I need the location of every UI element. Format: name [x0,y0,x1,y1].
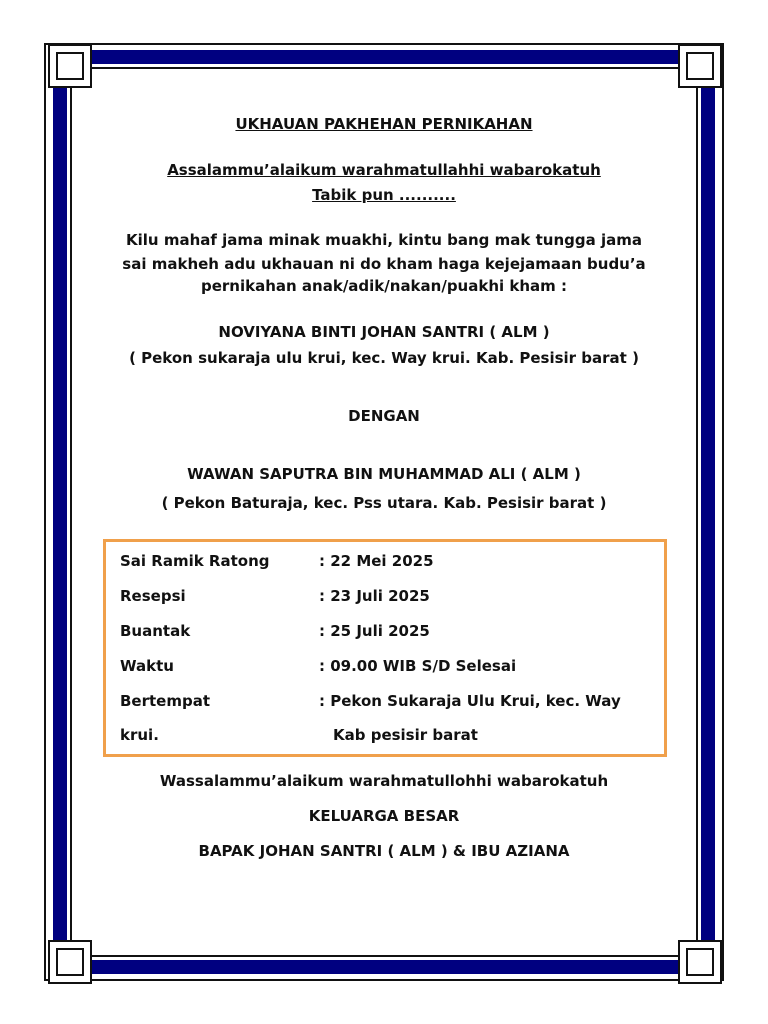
event-details-box [103,539,667,757]
detail-row [120,655,660,677]
conjunction: DENGAN [348,407,420,425]
detail-value: : 22 Mei 2025 [319,552,434,570]
detail-value: Kab pesisir barat [333,726,478,744]
intro-line: sai makheh adu ukhauan ni do kham haga kejejamaan budu’a [122,255,646,273]
parents-names: BAPAK JOHAN SANTRI ( ALM ) & IBU AZIANA [198,842,570,860]
intro-line: Kilu mahaf jama minak muakhi, kintu bang mak tungga jama [126,231,642,249]
family-label: KELUARGA BESAR [308,807,460,825]
detail-label: Waktu [120,657,174,675]
detail-value: : 09.00 WIB S/D Selesai [319,657,517,675]
detail-row [120,620,660,642]
bride-name: NOVIYANA BINTI JOHAN SANTRI ( ALM ) [218,323,550,341]
groom-address: ( Pekon Baturaja, kec. Pss utara. Kab. Pesisir barat ) [161,494,607,512]
detail-value: : Pekon Sukaraja Ulu Krui, kec. Way [319,692,621,710]
intro-line: pernikahan anak/adik/nakan/puakhi kham : [201,277,567,295]
detail-label: Sai Ramik Ratong [120,552,270,570]
detail-value: : 23 Juli 2025 [319,587,430,605]
corner-ornament-bottom-left [48,940,92,984]
detail-row [120,550,660,572]
greeting-tabik: Tabik pun .......... [312,186,456,204]
detail-value: : 25 Juli 2025 [319,622,430,640]
detail-row [120,724,660,746]
corner-ornament-top-right [678,44,722,88]
groom-name: WAWAN SAPUTRA BIN MUHAMMAD ALI ( ALM ) [187,465,581,483]
invitation-title: UKHAUAN PAKHEHAN PERNIKAHAN [235,115,533,133]
greeting: Assalammu’alaikum warahmatullahhi wabarokatuh [167,161,601,179]
bride-address: ( Pekon sukaraja ulu krui, kec. Way krui. Kab. Pesisir barat ) [129,349,639,367]
detail-label: Bertempat [120,692,211,710]
corner-ornament-top-left [48,44,92,88]
detail-label: Buantak [120,622,191,640]
detail-label: Resepsi [120,587,186,605]
corner-ornament-bottom-right [678,940,722,984]
detail-row [120,690,660,712]
detail-label: krui. [120,726,159,744]
closing-greeting: Wassalammu’alaikum warahmatullohhi wabarokatuh [159,772,609,790]
detail-row [120,585,660,607]
